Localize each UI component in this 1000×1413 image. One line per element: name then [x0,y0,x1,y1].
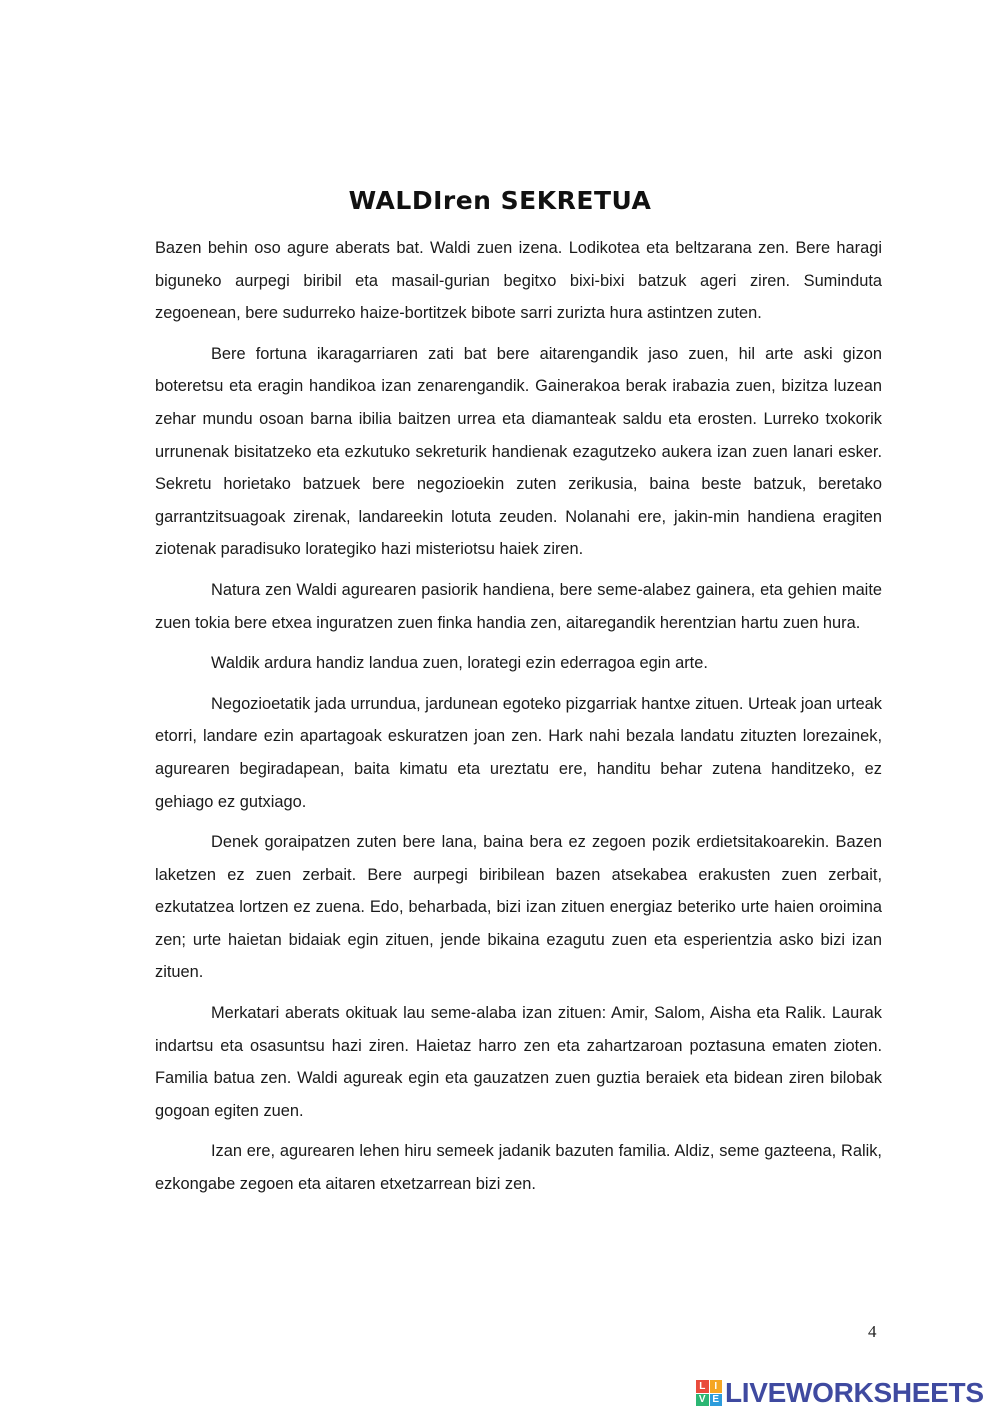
page-title: WALDIren SEKRETUA [348,186,652,215]
paragraph: Negozioetatik jada urrundua, jardunean egoteko pizgarriak hantxe zituen. Urteak joan urteak etorri, landare ezin apartagoak eskuratzen joan zen. Hark nahi bezala landatu zituzten lorezainek, agurearen begiradapean, baita kimatu eta ureztatu ere, handitu behar zutena handitzeko, ez gehiago ez gutxiago. [155,694,882,811]
paragraph: Izan ere, agurearen lehen hiru semeek jadanik bazuten familia. Aldiz, seme gazteena, Ralik, ezkongabe zegoen eta aitaren etxetzarrean bizi zen. [155,1142,882,1194]
liveworksheets-brand[interactable] [696,1378,984,1408]
brand-name: LIVEWORKSHEETS [725,1377,984,1408]
paragraph: Bazen behin oso agure aberats bat. Waldi zuen izena. Lodikotea eta beltzarana zen. Bere haragi biguneko aurpegi biribil eta masail-gurian begitxo bixi-bixi batzuk ageri ziren. Suminduta zegoenean, bere sudurreko haize-bortitzek bibote sarri zurizta hura astintzen zuten. [155,239,882,323]
logo-letter: I [710,1380,723,1393]
paragraph: Denek goraipatzen zuten bere lana, baina bera ez zegoen pozik erdietsitakoarekin. Bazen laketzen ez zuen zerbait. Bere aurpegi biribilean bazen atsekabea erakusten zuen zerbait, ezkutatzea lortzen ez zuena. Edo, beharbada, bizi izan zituen energiaz beteriko urte haien oroimina zen; urte haietan bidaiak egin zituen, jende bikaina ezagutu zuen eta esperientzia asko bizi izan zituen. [155,833,882,982]
logo-letter: E [710,1394,723,1407]
page-number: 4 [868,1322,877,1341]
document-body [155,232,882,1209]
logo-letter: L [696,1380,709,1393]
paragraph: Bere fortuna ikaragarriaren zati bat bere aitarengandik jaso zuen, hil arte aski gizon boteretsu eta eragin handikoa izan zenarengandik. Gainerakoa berak irabazia zuen, bizitza luzean zehar mundu osoan barna ibilia baitzen urrea eta diamanteak saldu eta erosten. Lurreko txokorik urrunenak bisitatzeko eta ezkutuko sekreturik handienak ezagutzeko aukera izan zuen lanari esker. Sekretu horietako batzuek bere negozioekin zuten zerikusia, baina beste batzuk, beretako garrantzitsuagoak zirenak, landareekin lotuta zeuden. Nolanahi ere, jakin-min handiena eragiten ziotenak paradisuko lorategiko hazi misteriotsu haiek ziren. [155,344,882,559]
liveworksheets-logo-icon [696,1380,722,1406]
paragraph: Waldik ardura handiz landua zuen, lorategi ezin ederragoa egin arte. [211,654,708,673]
paragraph: Natura zen Waldi agurearen pasiorik handiena, bere seme-alabez gainera, eta gehien maite zuen tokia bere etxea inguratzen zuen finka handia zen, aitaregandik herentzian hartu zuen hura. [155,580,882,632]
logo-letter: V [696,1394,709,1407]
paragraph: Merkatari aberats okituak lau seme-alaba izan zituen: Amir, Salom, Aisha eta Ralik. Laurak indartsu eta osasuntsu hazi ziren. Haietaz harro zen eta zahartzaroan poztasuna ematen zioten. Familia batua zen. Waldi agureak egin eta gauzatzen zuen guztia beraiek eta bidean ziren bilobak gogoan egiten zuen. [155,1004,882,1120]
